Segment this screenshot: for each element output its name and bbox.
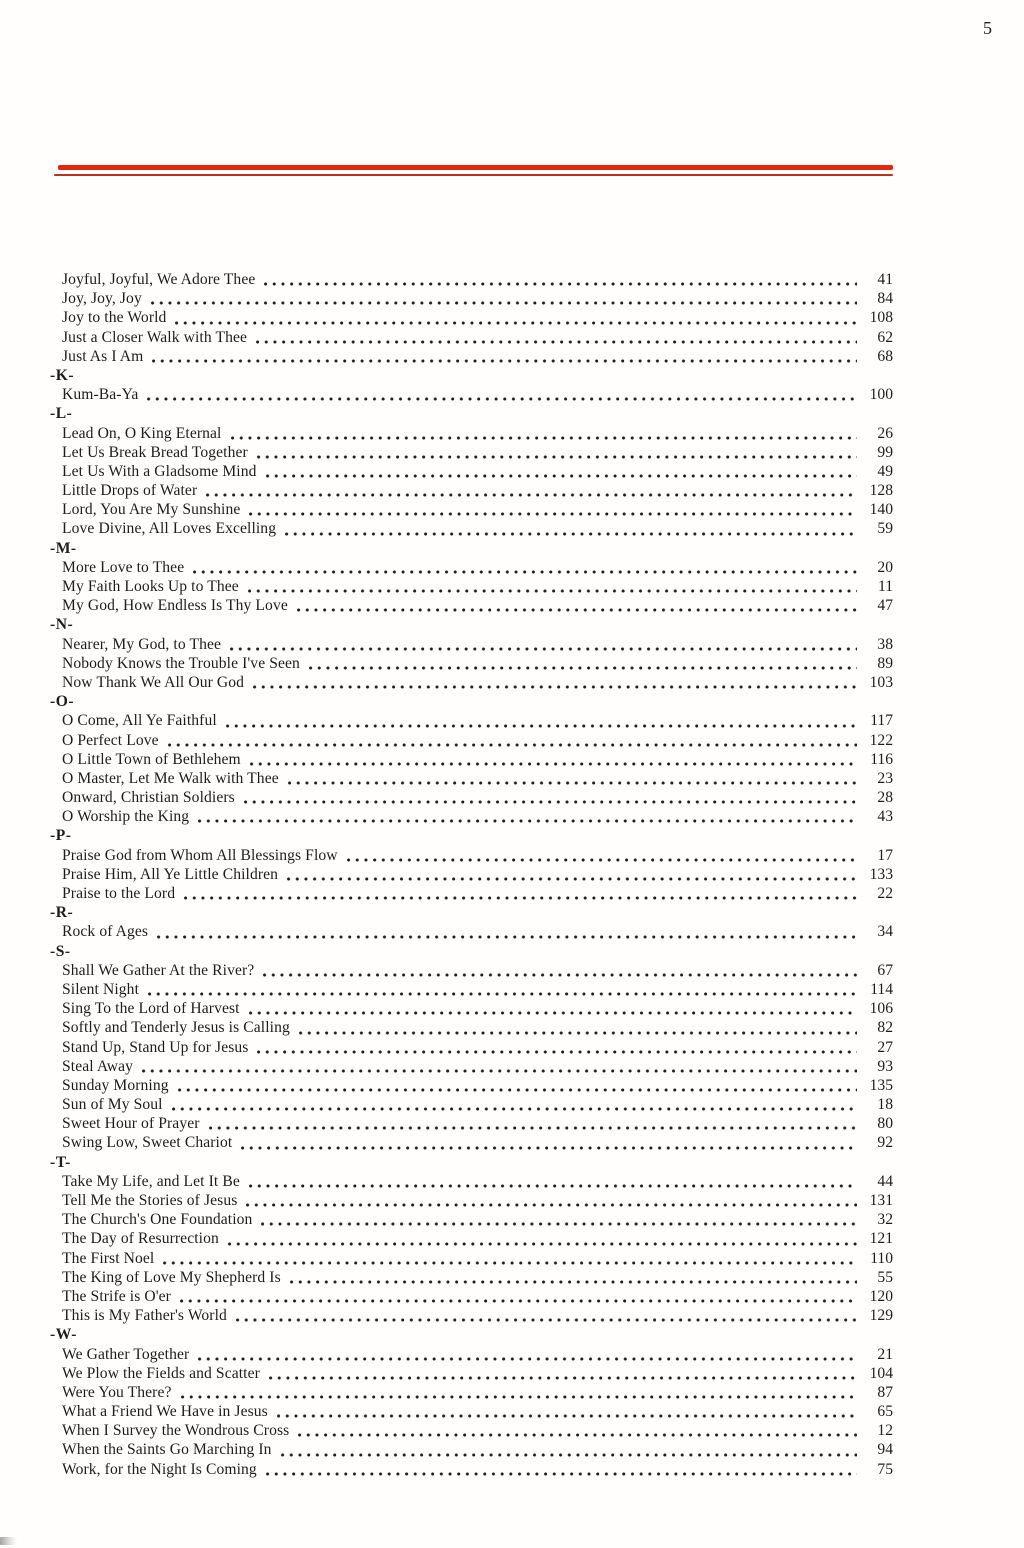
dot-leader: [148, 992, 857, 996]
dot-leader: [168, 743, 857, 747]
dot-leader: [184, 896, 857, 900]
hymn-title: Take My Life, and Let It Be: [62, 1172, 240, 1190]
dot-leader: [236, 1318, 857, 1322]
dot-leader: [269, 1376, 857, 1380]
dot-leader: [249, 512, 857, 516]
hymn-title: Sun of My Soul: [62, 1096, 163, 1114]
hymn-title: O Perfect Love: [62, 731, 159, 749]
hymn-page-number: 27: [877, 1038, 893, 1056]
dot-leader: [297, 608, 857, 612]
index-entry: [50, 1211, 893, 1230]
hymn-page-number: 120: [869, 1287, 893, 1305]
hymn-page-number: 65: [877, 1403, 893, 1421]
index-entry: [50, 1384, 893, 1403]
hymn-page-number: 11: [877, 578, 893, 595]
index-entry: [50, 425, 893, 444]
index-entry: [50, 923, 893, 942]
hymn-title: Joy to the World: [62, 309, 167, 327]
hymn-title: Little Drops of Water: [62, 482, 198, 500]
hymn-title: Were You There?: [62, 1383, 172, 1401]
hymn-title: Steal Away: [62, 1057, 134, 1075]
index-entry: [50, 847, 893, 866]
hymn-title: O Master, Let Me Walk with Thee: [62, 769, 279, 787]
index-entry: [50, 674, 893, 693]
hymn-page-number: 32: [877, 1211, 893, 1229]
index-entry: [50, 1115, 893, 1134]
dot-leader: [172, 1107, 857, 1111]
dot-leader: [157, 935, 857, 939]
index-entry: [50, 290, 893, 309]
hymn-page-number: 94: [877, 1441, 893, 1459]
hymn-title: Joyful, Joyful, We Adore Thee: [62, 271, 256, 288]
dot-leader: [181, 1395, 857, 1399]
index-entry: [50, 1250, 893, 1269]
index-entry: [50, 712, 893, 731]
dot-leader: [226, 724, 857, 728]
hymn-page-number: 106: [869, 1000, 893, 1018]
hymn-title: When the Saints Go Marching In: [62, 1441, 272, 1459]
hymn-title: My Faith Looks Up to Thee: [62, 578, 239, 595]
section-header: -W-: [50, 1326, 77, 1344]
index-entry: [50, 1288, 893, 1307]
hymn-page-number: 128: [869, 482, 893, 500]
hymn-title: O Come, All Ye Faithful: [62, 712, 217, 730]
index-entry: [50, 386, 893, 405]
dot-leader: [281, 1453, 857, 1457]
hymn-title: Sunday Morning: [62, 1076, 169, 1094]
index-entry: [50, 1307, 893, 1326]
page-number: 5: [983, 18, 992, 38]
hymn-page-number: 22: [877, 885, 893, 902]
hymn-title: The Church's One Foundation: [62, 1211, 253, 1229]
section-header: -P-: [50, 827, 72, 845]
hymn-page-number: 38: [877, 635, 893, 653]
double-rule-thin: [54, 174, 893, 176]
dot-leader: [285, 532, 857, 536]
index-entry: [50, 1000, 893, 1019]
hymn-page-number: 21: [877, 1345, 893, 1363]
index-entry: [50, 732, 893, 751]
dot-leader: [347, 858, 857, 862]
hymn-page-number: 104: [869, 1364, 893, 1382]
hymn-title: Praise God from Whom All Blessings Flow: [62, 846, 338, 864]
dot-leader: [266, 474, 857, 478]
hymn-title: Stand Up, Stand Up for Jesus: [62, 1038, 249, 1056]
hymn-title: We Gather Together: [62, 1345, 190, 1363]
dot-leader: [298, 1433, 857, 1437]
hymn-title: Nobody Knows the Trouble I've Seen: [62, 654, 300, 672]
hymn-page-number: 121: [869, 1230, 893, 1248]
dot-leader: [253, 685, 857, 689]
hymn-page-number: 34: [877, 923, 893, 941]
dot-leader: [151, 301, 857, 305]
hymn-title: We Plow the Fields and Scatter: [62, 1364, 260, 1382]
hymn-page-number: 62: [877, 328, 893, 346]
index-entry: [50, 1039, 893, 1058]
index-entry: [50, 751, 893, 770]
dot-leader: [290, 1280, 857, 1284]
hymn-title: Sweet Hour of Prayer: [62, 1115, 200, 1133]
index-entry: [50, 501, 893, 520]
dot-leader: [249, 1184, 857, 1188]
hymn-page-number: 110: [870, 1249, 893, 1267]
section-header: -K-: [50, 366, 75, 384]
hymn-title: My God, How Endless Is Thy Love: [62, 597, 288, 615]
hymn-page-number: 122: [869, 731, 893, 749]
hymn-title: Rock of Ages: [62, 923, 149, 941]
dot-leader: [230, 647, 857, 651]
index-entry: [50, 655, 893, 674]
hymn-title: Joy, Joy, Joy: [62, 290, 142, 308]
index-entry: [50, 866, 893, 885]
hymn-page-number: 100: [869, 386, 893, 404]
dot-leader: [142, 1069, 857, 1073]
dot-leader: [257, 455, 857, 459]
hymn-page-number: 140: [869, 501, 893, 519]
hymn-page-number: 17: [877, 846, 893, 864]
dot-leader: [263, 973, 857, 977]
dot-leader: [250, 762, 857, 766]
dot-leader: [248, 589, 857, 593]
dot-leader: [198, 819, 857, 823]
index-entry: [50, 962, 893, 981]
double-rule-thick: [58, 165, 893, 170]
dot-leader: [180, 1299, 857, 1303]
index-entry: [50, 789, 893, 808]
index-entry: [50, 463, 893, 482]
index-entry: [50, 1365, 893, 1384]
index-entry: [50, 444, 893, 463]
hymn-title: Love Divine, All Loves Excelling: [62, 520, 277, 538]
hymn-title: Work, for the Night Is Coming: [62, 1460, 257, 1478]
hymn-page-number: 103: [869, 673, 893, 691]
hymn-page-number: 23: [877, 769, 893, 787]
dot-leader: [257, 1050, 857, 1054]
dot-leader: [178, 1088, 857, 1092]
hymn-title: Shall We Gather At the River?: [62, 961, 255, 979]
index-entry: [50, 1269, 893, 1288]
hymn-title: Let Us Break Bread Together: [62, 443, 248, 461]
hymn-title: Kum-Ba-Ya: [62, 386, 139, 404]
dot-leader: [244, 800, 857, 804]
index-entry: [50, 1346, 893, 1365]
dot-leader: [261, 1222, 857, 1226]
dot-leader: [288, 781, 857, 785]
hymn-title: Lord, You Are My Sunshine: [62, 501, 241, 519]
hymn-page-number: 20: [877, 558, 893, 576]
hymn-page-number: 135: [869, 1076, 893, 1094]
dot-leader: [287, 877, 857, 881]
dot-leader: [241, 1146, 857, 1150]
hymn-page-number: 87: [877, 1383, 893, 1401]
hymn-title: O Little Town of Bethlehem: [62, 750, 241, 768]
index-entry: [50, 520, 893, 539]
dot-leader: [299, 1031, 857, 1035]
hymn-page-number: 55: [877, 1268, 893, 1286]
hymn-title: Just As I Am: [62, 347, 144, 365]
scan-smudge: [0, 1537, 17, 1545]
index-entry: [50, 1019, 893, 1038]
hymn-title: Silent Night: [62, 980, 140, 998]
hymn-title: This is My Father's World: [62, 1307, 227, 1325]
hymn-title: The King of Love My Shepherd Is: [62, 1268, 281, 1286]
hymn-title: More Love to Thee: [62, 558, 185, 576]
index-entry: [50, 597, 893, 616]
hymn-page-number: 44: [877, 1172, 893, 1190]
index-entry: [50, 636, 893, 655]
hymn-page-number: 12: [877, 1422, 893, 1440]
hymn-page-number: 92: [877, 1134, 893, 1152]
section-header: -T-: [50, 1153, 71, 1171]
index-entry: [50, 1134, 893, 1153]
hymn-title: Now Thank We All Our God: [62, 673, 245, 691]
hymn-page-number: 47: [877, 597, 893, 615]
hymn-page-number: 99: [877, 443, 893, 461]
dot-leader: [193, 570, 857, 574]
dot-leader: [309, 666, 857, 670]
index-entry: [50, 559, 893, 578]
hymn-page-number: 41: [877, 271, 893, 288]
hymn-page-number: 75: [877, 1460, 893, 1478]
dot-leader: [175, 321, 857, 325]
section-header: -M-: [50, 539, 77, 557]
hymn-title: The Day of Resurrection: [62, 1230, 219, 1248]
section-header: -N-: [50, 616, 74, 634]
dot-leader: [206, 493, 857, 497]
index-entry: [50, 770, 893, 789]
hymn-page-number: 49: [877, 462, 893, 480]
index-entry: [50, 482, 893, 501]
index-entry: [50, 1461, 893, 1480]
hymn-index-list: [50, 271, 893, 1480]
hymn-page-number: 68: [877, 347, 893, 365]
index-entry: [50, 1230, 893, 1249]
hymn-page-number: 129: [869, 1307, 893, 1325]
section-header: -L-: [50, 405, 73, 423]
hymn-page-number: 59: [877, 520, 893, 538]
hymn-title: The First Noel: [62, 1249, 155, 1267]
hymn-title: Nearer, My God, to Thee: [62, 635, 222, 653]
index-entry: [50, 1173, 893, 1192]
hymn-page-number: 18: [877, 1096, 893, 1114]
dot-leader: [152, 359, 857, 363]
index-entry: [50, 309, 893, 328]
dot-leader: [231, 436, 858, 440]
dot-leader: [228, 1242, 857, 1246]
hymn-title: Praise Him, All Ye Little Children: [62, 865, 279, 883]
hymn-page-number: 28: [877, 789, 893, 807]
dot-leader: [249, 1011, 857, 1015]
index-entry: [50, 1058, 893, 1077]
hymn-page-number: 89: [877, 654, 893, 672]
hymn-page-number: 67: [877, 961, 893, 979]
index-entry: [50, 1192, 893, 1211]
dot-leader: [198, 1357, 857, 1361]
hymn-title: Softly and Tenderly Jesus is Calling: [62, 1019, 290, 1037]
hymn-title: Swing Low, Sweet Chariot: [62, 1134, 233, 1152]
hymn-page-number: 80: [877, 1115, 893, 1133]
index-entry: [50, 1077, 893, 1096]
index-entry: [50, 1422, 893, 1441]
index-entry: [50, 271, 893, 290]
dot-leader: [246, 1203, 857, 1207]
hymn-page-number: 84: [877, 290, 893, 308]
hymn-title: O Worship the King: [62, 808, 190, 826]
dot-leader: [256, 340, 857, 344]
hymn-title: When I Survey the Wondrous Cross: [62, 1422, 290, 1440]
index-entry: [50, 1096, 893, 1115]
hymn-page-number: 133: [869, 865, 893, 883]
dot-leader: [266, 1472, 857, 1476]
index-entry: [50, 329, 893, 348]
hymn-page-number: 114: [870, 980, 893, 998]
index-entry: [50, 1441, 893, 1460]
index-entry: [50, 808, 893, 827]
hymn-page-number: 117: [870, 712, 893, 730]
index-entry: [50, 348, 893, 367]
hymn-page-number: 26: [877, 424, 893, 442]
section-header: -R-: [50, 904, 74, 922]
hymn-title: Tell Me the Stories of Jesus: [62, 1192, 238, 1209]
index-entry: [50, 578, 893, 597]
index-entry: [50, 885, 893, 904]
hymn-page-number: 116: [870, 750, 893, 768]
section-header: -O-: [50, 693, 75, 711]
dot-leader: [264, 282, 857, 286]
dot-leader: [163, 1261, 857, 1265]
dot-leader: [209, 1126, 857, 1130]
hymn-page-number: 108: [869, 309, 893, 327]
hymn-page-number: 93: [877, 1057, 893, 1075]
dot-leader: [147, 397, 857, 401]
hymn-title: Onward, Christian Soldiers: [62, 789, 235, 807]
dot-leader: [277, 1414, 857, 1418]
hymn-page-number: 131: [869, 1192, 893, 1209]
hymn-page-number: 82: [877, 1019, 893, 1037]
hymn-title: Lead On, O King Eternal: [62, 424, 222, 442]
section-header: -S-: [50, 942, 71, 960]
index-entry: [50, 1403, 893, 1422]
index-entry: [50, 981, 893, 1000]
hymn-title: The Strife is O'er: [62, 1287, 171, 1305]
hymn-title: Sing To the Lord of Harvest: [62, 1000, 240, 1018]
hymn-page-number: 43: [877, 808, 893, 826]
hymn-title: Praise to the Lord: [62, 885, 176, 902]
hymn-title: Let Us With a Gladsome Mind: [62, 462, 257, 480]
hymn-title: What a Friend We Have in Jesus: [62, 1403, 268, 1421]
hymn-title: Just a Closer Walk with Thee: [62, 328, 248, 346]
